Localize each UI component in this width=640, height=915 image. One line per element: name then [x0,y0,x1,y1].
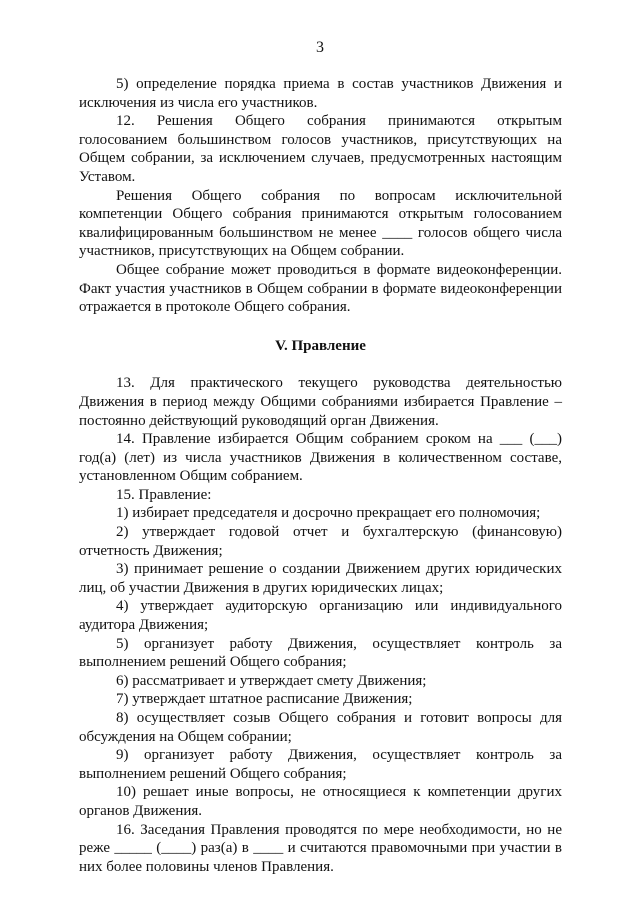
list-item: 2) утверждает годовой отчет и бухгалтерскую (финансовую) отчетность Движения; [79,524,562,559]
paragraph: 14. Правление избирается Общим собранием сроком на ___ (___) год(а) (лет) из числа участников Движения в количественном составе, установленном Общим собранием. [79,431,562,485]
list-item: 1) избирает председателя и досрочно прекращает его полномочия; [116,505,541,522]
list-item: 3) принимает решение о создании Движением других юридических лиц, об участии Движения в других юридических лицах; [79,561,562,596]
list-item: 6) рассматривает и утверждает смету Движения; [116,672,427,689]
paragraph: 12. Решения Общего собрания принимаются открытым голосованием большинством голосов участников, присутствующих на Общем собрании, за исключением случаев, предусмотренных настоящим Уставом. [79,113,562,185]
list-item: 8) осуществляет созыв Общего собрания и готовит вопросы для обсуждения на Общем собрании; [79,710,562,745]
list-item: 10) решает иные вопросы, не относящиеся к компетенции других органов Движения. [79,784,562,819]
list-item: 7) утверждает штатное расписание Движения; [116,691,413,708]
section-heading: V. Правление [275,337,366,354]
paragraph: 5) определение порядка приема в состав участников Движения и исключения из числа его участников. [79,76,562,111]
list-item: 5) организует работу Движения, осуществляет контроль за выполнением решений Общего собрания; [79,635,562,671]
paragraph: Общее собрание может проводиться в формате видеоконференции. Факт участия участников в Общем собрании в формате видеоконференции отражается в протоколе Общего собрания. [79,261,562,316]
paragraph: 15. Правление: [116,486,212,503]
paragraph: 13. Для практического текущего руководства деятельностью Движения в период между Общими собраниями избирается Правление – постоянно действующий руководящий орган Движения. [79,375,562,429]
page-number: 3 [316,39,324,56]
list-item: 9) организует работу Движения, осуществляет контроль за выполнением решений Общего собрания; [79,747,562,782]
document-body [79,75,562,876]
list-item: 4) утверждает аудиторскую организацию или индивидуального аудитора Движения; [79,598,562,634]
paragraph: Решения Общего собрания по вопросам исключительной компетенции Общего собрания принимаются открытым голосованием квалифицированным большинством не менее ____ голосов общего числа участников, присутствующих на Общем собрании. [79,187,562,260]
paragraph: 16. Заседания Правления проводятся по мере необходимости, но не реже _____ (____) раз(а) в ____ и считаются правомочными при участии в них более половины членов Правления. [79,821,562,875]
